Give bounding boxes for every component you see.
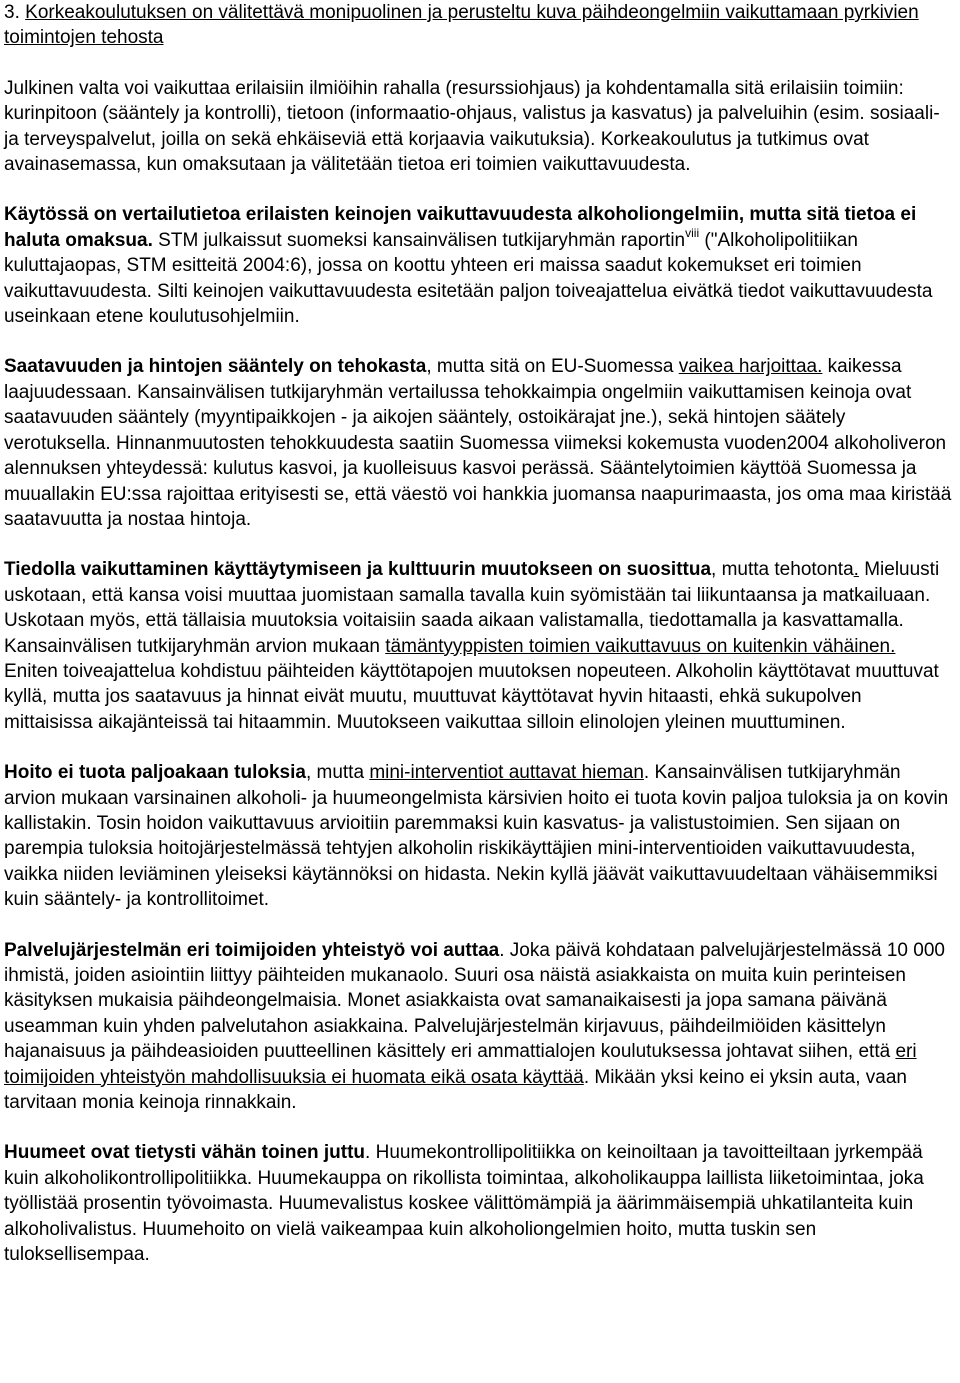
availability-text-1: , mutta sitä on EU-Suomessa bbox=[426, 356, 679, 378]
footnote-marker: viii bbox=[685, 225, 700, 240]
paragraph-treatment bbox=[4, 760, 954, 912]
intro-text-1: Julkinen valta voi vaikuttaa erilaisiin ilmiöihin rahalla (resurssiohjaus) ja kohdentamalla sitä erilaisiin toimiin: kurinpitoon (sääntely ja kontrolli), tietoon (informaatio-ohjaus, valistus ja kasvatus) ja palveluihin (esim. sosiaali- ja terveyspalvelut, joilla on sekä ehkäiseviä että korjaavia vaikutuksia). bbox=[4, 77, 940, 150]
comparison-text-2: ("Alkoholipolitiikan kuluttajaopas, STM esitteitä 2004:6), jossa on koottu yhteen eri maissa saadut kokemukset eri toimien vaikuttavuudesta. Silti keinojen vaikuttavuudesta esitetään paljon toiveajattelua eivätkä tiedot vaikuttavuudesta useinkaan etene koulutusohjelmiin. bbox=[4, 229, 933, 328]
paragraph-drugs bbox=[4, 1140, 954, 1267]
paragraph-comparison bbox=[4, 202, 954, 329]
section-heading bbox=[4, 0, 954, 51]
services-text-1: . Joka päivä kohdataan palvelujärjestelmässä 10 000 ihmistä, joiden asiointiin liittyy päihteiden mukanaolo. Suuri osa näistä asiakkaista on muita kuin perinteisen käsityksen mukaisia päihdeongelmaisia. Monet asiakkaista ovat samanaikaisesti ja jopa samana päivänä useamman kuin yhden palvelutahon asiakkaina. Palvelujärjestelmän kirjavuus, päihdeilmiöiden käsittelyn hajanaisuus ja päihdeasioiden puutteellinen käsittely eri ammattialojen koulutuksessa johtavat siihen, että bbox=[4, 939, 945, 1063]
information-text-2: Mieluusti uskotaan, että kansa voisi muuttaa juomistaan samalla tavalla kuin syömistään tai liikuntaansa ja matkailuaan. Uskotaan myös, että tällaisia muutoksia voitaisiin saada aikaan valistamalla, tiedottamalla ja kasvattamalla. Kansainvälisen tutkijaryhmän arvion mukaan bbox=[4, 559, 940, 657]
information-text-3: Eniten toiveajattelua kohdistuu päihteiden käyttötapojen muutoksen nopeuteen. Alkoholin käyttötavat muuttuvat kyllä, mutta jos saatavuus ja hinnat eivät muutu, muuttuvat käyttötavat hyvin hitaasti, ehkä sukupolven mittaisissa aikajänteissä tai hitaammin. Muutokseen vaikuttaa silloin elinolojen yleinen muuttuminen. bbox=[4, 660, 939, 733]
paragraph-intro bbox=[4, 76, 954, 178]
information-underline-2: tämäntyyppisten toimien vaikuttavuus on kuitenkin vähäinen. bbox=[385, 635, 896, 657]
document-page bbox=[4, 0, 954, 1267]
treatment-text-1: , mutta bbox=[305, 762, 370, 784]
services-text-2: . Mikään yksi keino ei yksin auta, vaan tarvitaan monia keinoja rinnakkain. bbox=[4, 1066, 907, 1114]
drugs-lead: Huumeet ovat tietysti vähän toinen juttu bbox=[4, 1142, 366, 1164]
drugs-text-1: . Huumekontrollipolitiikka on keinoiltaan ja tavoitteiltaan jyrkempää kuin alkoholikontrollipolitiikka. Huumekauppa on rikollista toimintaa, alkoholikauppa laillista liiketoimintaa, joka työllistää prosentin työvoimasta. Huumevalistus koskee välittömämpiä ja äärimmäisempiä uhkatilanteita kuin alkoholivalistus. Huumehoito on vielä vaikeampaa kuin alkoholiongelmien hoito, mutta tuskin sen tuloksellisempaa. bbox=[4, 1142, 924, 1266]
comparison-lead: Käytössä on vertailutietoa erilaisten keinojen vaikuttavuudesta alkoholiongelmiin, mutta sitä tietoa ei haluta omaksua. bbox=[4, 204, 917, 251]
intro-text-2: Korkeakoulutus ja tutkimus ovat avainasemassa, kun omaksutaan ja välitetään tietoa eri toimien vaikuttavuudesta. bbox=[4, 128, 869, 176]
treatment-underline: mini-interventiot auttavat hieman bbox=[369, 762, 644, 784]
comparison-text-1: STM julkaissut suomeksi kansainvälisen tutkijaryhmän raportin bbox=[152, 229, 686, 251]
paragraph-information bbox=[4, 557, 954, 735]
treatment-text-2: . Kansainvälisen tutkijaryhmän arvion mukaan varsinainen alkoholi- ja huumeongelmista kärsivien hoito ei tuota kovin paljoa tuloksia ja on kovin kallistakin. Tosin hoidon vaikuttavuus arvioitiin paremmaksi kuin kasvatus- ja valistustoimien. Sen sijaan on parempia tuloksia hoitojärjestelmässä tehtyjen alkoholin riskikäyttäjien mini-interventioiden vaikuttavuudesta, vaikka niiden leviäminen yleiseksi käytännöksi on hidasta. Nekin kyllä jäävät vaikuttavuudeltaan vähäisemmiksi kuin sääntely- ja kontrollitoimet. bbox=[4, 762, 949, 911]
information-lead: Tiedolla vaikuttaminen käyttäytymiseen ja kulttuurin muutokseen on suosittua bbox=[4, 559, 712, 581]
paragraph-services bbox=[4, 938, 954, 1116]
information-underline-1: . bbox=[853, 559, 859, 581]
availability-lead: Saatavuuden ja hintojen sääntely on tehokasta bbox=[4, 356, 427, 378]
services-underline: eri toimijoiden yhteistyön mahdollisuuksia ei huomata eikä osata käyttää bbox=[4, 1041, 917, 1088]
information-text-1: , mutta tehotonta bbox=[711, 559, 854, 581]
treatment-lead: Hoito ei tuota paljoakaan tuloksia bbox=[4, 762, 306, 784]
section-number: 3. bbox=[4, 2, 20, 23]
services-lead: Palvelujärjestelmän eri toimijoiden yhteistyö voi auttaa bbox=[4, 939, 500, 961]
availability-underline: vaikea harjoittaa. bbox=[678, 356, 823, 378]
section-title: Korkeakoulutuksen on välitettävä monipuolinen ja perusteltu kuva päihdeongelmiin vaikuttamaan pyrkivien toimintojen tehosta bbox=[4, 2, 919, 49]
availability-text-2: kaikessa laajuudessaan. Kansainvälisen tutkijaryhmän vertailussa tehokkaimpia ongelmiin vaikuttamisen keinoja ovat saatavuuden sääntely (myyntipaikkojen - ja aikojen sääntely, ostoikärajat jne.), sekä hintojen säätely verotuksella. Hinnanmuutosten tehokkuudesta saatiin Suomessa viimeksi kokemusta vuoden2004 alkoholiveron alennuksen yhteydessä: kulutus kasvoi, ja kuolleisuus kasvoi perässä. Sääntelytoimien käyttöä Suomessa ja muuallakin EU:ssa rajoittaa erityisesti se, että väestö voi hankkia juomansa naapurimaasta, jos oma maa kiristää saatavuutta ja nostaa hintoja. bbox=[4, 356, 952, 530]
paragraph-availability bbox=[4, 354, 954, 532]
